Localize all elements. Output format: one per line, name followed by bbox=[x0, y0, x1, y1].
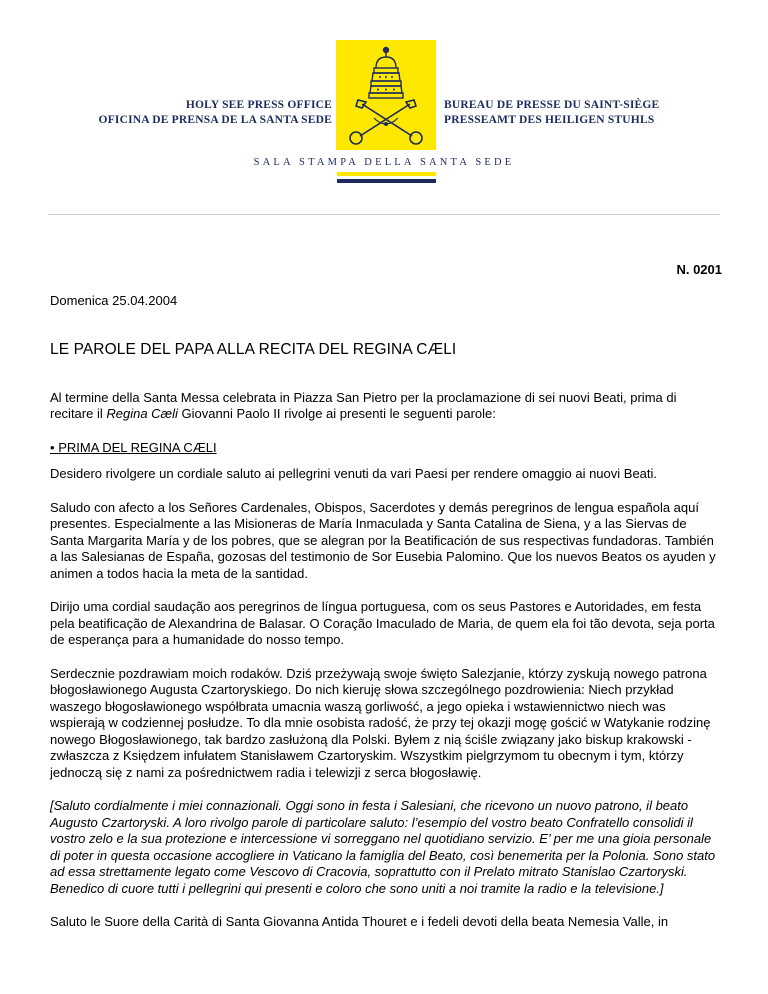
bullet-icon: • bbox=[50, 439, 55, 455]
paragraph-italian-translation: [Saluto cordialmente i miei connazionali. Oggi sono in festa i Salesiani, che ricevono un nuovo patrono, il beato Augusto Czartoryski. A loro rivolgo parole di particolare saluto: l’esempio del vostro beato Confratello consolidi il vostro zelo e la sua protezione e intercessione vi sorreggano nel quotidiano servizio. E’ per me una gioia personale di poter in questa occasione accogliere in Vaticano la famiglia del Beato, così benemerita per la Polonia. Sono stato ad essa strettamente legato come Vescovo di Cracovia, soprattutto con il Prelato mitrato Stanislao Czartoryski. Benedico di cuore tutti i pellegrini qui presenti e coloro che sono uniti a noi tramite la radio e la televisione.] bbox=[50, 798, 716, 896]
intro-text-before: Al termine della Santa Messa celebrata in Piazza San Pietro per la proclamazione di sei nuovi Beati, prima di recitare il bbox=[50, 389, 677, 421]
page-title: LE PAROLE DEL PAPA ALLA RECITA DEL REGINA CÆLI bbox=[50, 341, 457, 358]
yellow-bar bbox=[337, 172, 436, 176]
letterhead-right-line2: PRESSEAMT DES HEILIGEN STUHLS bbox=[444, 114, 655, 126]
navy-bar bbox=[337, 179, 436, 183]
letterhead bbox=[0, 0, 768, 210]
paragraph-italian-greeting: Desidero rivolgere un cordiale saluto ai pellegrini venuti da vari Paesi per rendere omaggio ai nuovi Beati. bbox=[50, 466, 658, 481]
bulletin-body bbox=[50, 262, 722, 948]
papal-keys-tiara-icon bbox=[336, 40, 436, 150]
paragraph-spanish: Saludo con afecto a los Señores Cardenales, Obispos, Sacerdotes y demás peregrinos de lengua española aquí presentes. Especialmente a las Misioneras de María Inmaculada y Santa Catalina de Siena, y a las Siervas de Santa Margarita María y de los pobres, que se alegran por la Beatificación de sus respectivas fundadoras. También a las Salesianas de España, gozosas del testimonio de Sor Eusebia Palomino. Que los nuevos Beatos os ayuden y animen a todos hacia la meta de la santidad. bbox=[50, 499, 716, 581]
paragraph-polish: Serdecznie pozdrawiam moich rodaków. Dziś przeżywają swoje święto Salezjanie, którzy zyskują nowego patrona błogosławionego Augusta Czartoryskiego. Do nich kieruję słowa szczególnego pozdrowienia: Niech przykład waszego błogosławionego współbrata umacnia waszą gorliwość, a jego opieka i wstawiennictwo niech was wspierają w codziennej posłudze. To dla mnie osobista radość, że przy tej okazji mogę gościć w Watykanie rodzinę nowego Błogosławionego, tak bardzo zasłużoną dla Polski. Byłem z nią ściśle związany jako biskup krakowski - zwłaszcza z Księdzem infułatem Stanisławem Czartoryskim. Wszystkim pielgrzymom tu obecnym i tym, którzy jednoczą się z nami za pośrednictwem radia i telewizji z serca błogosławię. bbox=[50, 665, 711, 780]
letterhead-right bbox=[444, 98, 659, 128]
section-heading-text: PRIMA DEL REGINA CÆLI bbox=[58, 439, 217, 455]
paragraph-last: Saluto le Suore della Carità di Santa Giovanna Antida Thouret e i fedeli devoti della beata Nemesia Valle, in bbox=[50, 914, 669, 929]
letterhead-left bbox=[99, 98, 332, 128]
intro-text-after: Giovanni Paolo II rivolge ai presenti le seguenti parole: bbox=[177, 406, 496, 421]
section-heading bbox=[50, 440, 722, 457]
intro-paragraph bbox=[50, 390, 722, 423]
header-divider bbox=[48, 214, 720, 215]
letterhead-left-line1: HOLY SEE PRESS OFFICE bbox=[185, 99, 332, 111]
sala-stampa-line: SALA STAMPA DELLA SANTA SEDE bbox=[253, 157, 515, 168]
letterhead-right-line1: BUREAU DE PRESSE DU SAINT-SIÈGE bbox=[444, 99, 660, 111]
paragraph-portuguese: Dirijo uma cordial saudação aos peregrinos de língua portuguesa, com os seus Pastores e Autoridades, em festa pela beatificação de Alexandrina de Balasar. O Coração Imaculado de Maria, de quem ela foi tão devota, seja porta de esperança para a humanidade do nosso tempo. bbox=[50, 599, 715, 647]
document-date: Domenica 25.04.2004 bbox=[50, 292, 178, 308]
document-number: N. 0201 bbox=[676, 262, 722, 277]
intro-italic-text: Regina Cæli bbox=[106, 406, 178, 421]
letterhead-bars bbox=[337, 172, 436, 183]
letterhead-left-line2: OFICINA DE PRENSA DE LA SANTA SEDE bbox=[98, 114, 332, 126]
